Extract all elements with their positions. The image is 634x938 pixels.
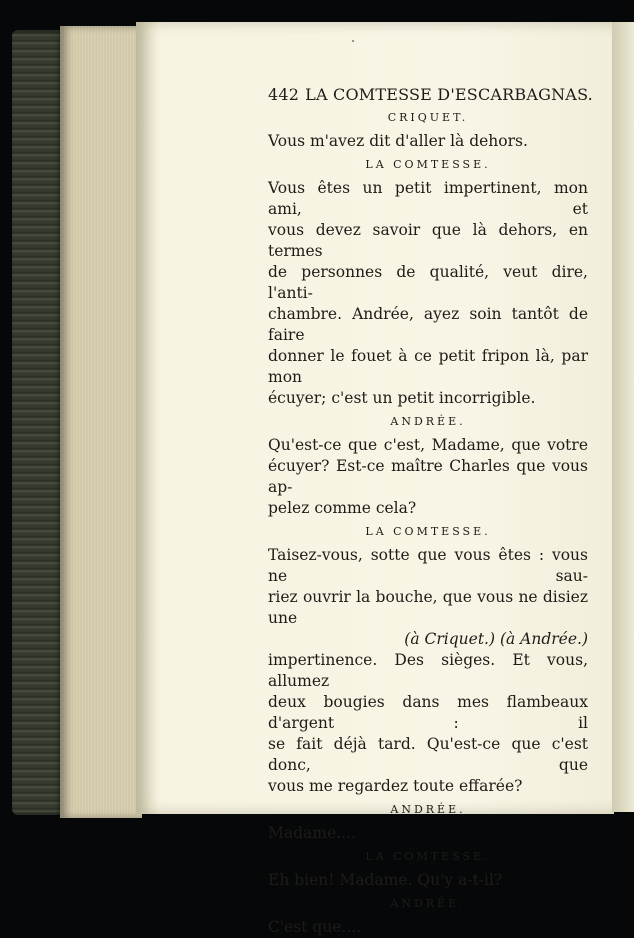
- book-spine: [12, 30, 64, 815]
- running-title: LA COMTESSE D'ESCARBAGNAS.: [305, 85, 593, 104]
- running-head: [268, 84, 593, 105]
- dialogue-line: Eh bien! Madame. Qu'y a-t-il?: [268, 871, 503, 889]
- speaker-name: LA COMTESSE.: [365, 158, 491, 171]
- speaker-name: LA COMTESSE.: [365, 850, 491, 863]
- dialogue-line: riez ouvrir la bouche, que vous ne disiez une: [268, 588, 588, 627]
- dialogue-line: impertinence. Des sièges. Et vous, allumez: [268, 651, 588, 690]
- dialogue-line: Vous m'avez dit d'aller là dehors.: [268, 132, 528, 150]
- page-edges: [60, 26, 142, 818]
- page-text: [268, 84, 593, 938]
- dialogue-line: vous devez savoir que là dehors, en termes: [268, 221, 588, 260]
- speaker-name: ANDRÉE.: [390, 897, 466, 910]
- dialogue-line: pelez comme cela?: [268, 499, 417, 517]
- page-mark: [352, 40, 354, 42]
- dialogue-line: écuyer? Est-ce maître Charles que vous ap-: [268, 457, 588, 496]
- dialogue-line: Qu'est-ce que c'est, Madame, que votre: [268, 436, 588, 454]
- dialogue-line: deux bougies dans mes flambeaux d'argent : il: [268, 693, 588, 732]
- speaker-name: ANDRÉE.: [390, 415, 466, 428]
- dialogue-line: écuyer; c'est un petit incorrigible.: [268, 389, 536, 407]
- dialogue-line: Taisez-vous, sotte que vous êtes : vous ne sau-: [268, 546, 588, 585]
- dialogue-line: de personnes de qualité, veut dire, l'anti-: [268, 263, 588, 302]
- speaker-name: CRIQUET.: [387, 111, 469, 124]
- speaker-name: ANDRÉE.: [390, 803, 466, 816]
- dialogue-line: Madame....: [268, 824, 356, 842]
- facing-page-edge: [612, 22, 634, 812]
- dialogue-line: donner le fouet à ce petit fripon là, par mon: [268, 347, 588, 386]
- dialogue-line: Vous êtes un petit impertinent, mon ami, et: [268, 179, 588, 218]
- stage-direction: (à Criquet.) (à Andrée.): [404, 630, 588, 648]
- dialogue-line: C'est que....: [268, 918, 362, 936]
- page-number: 442: [268, 85, 300, 104]
- speaker-name: LA COMTESSE.: [365, 525, 491, 538]
- dialogue-line: vous me regardez toute effarée?: [268, 777, 523, 795]
- dialogue-line: se fait déjà tard. Qu'est-ce que c'est donc, que: [268, 735, 588, 774]
- dialogue-line: chambre. Andrée, ayez soin tantôt de faire: [268, 305, 588, 344]
